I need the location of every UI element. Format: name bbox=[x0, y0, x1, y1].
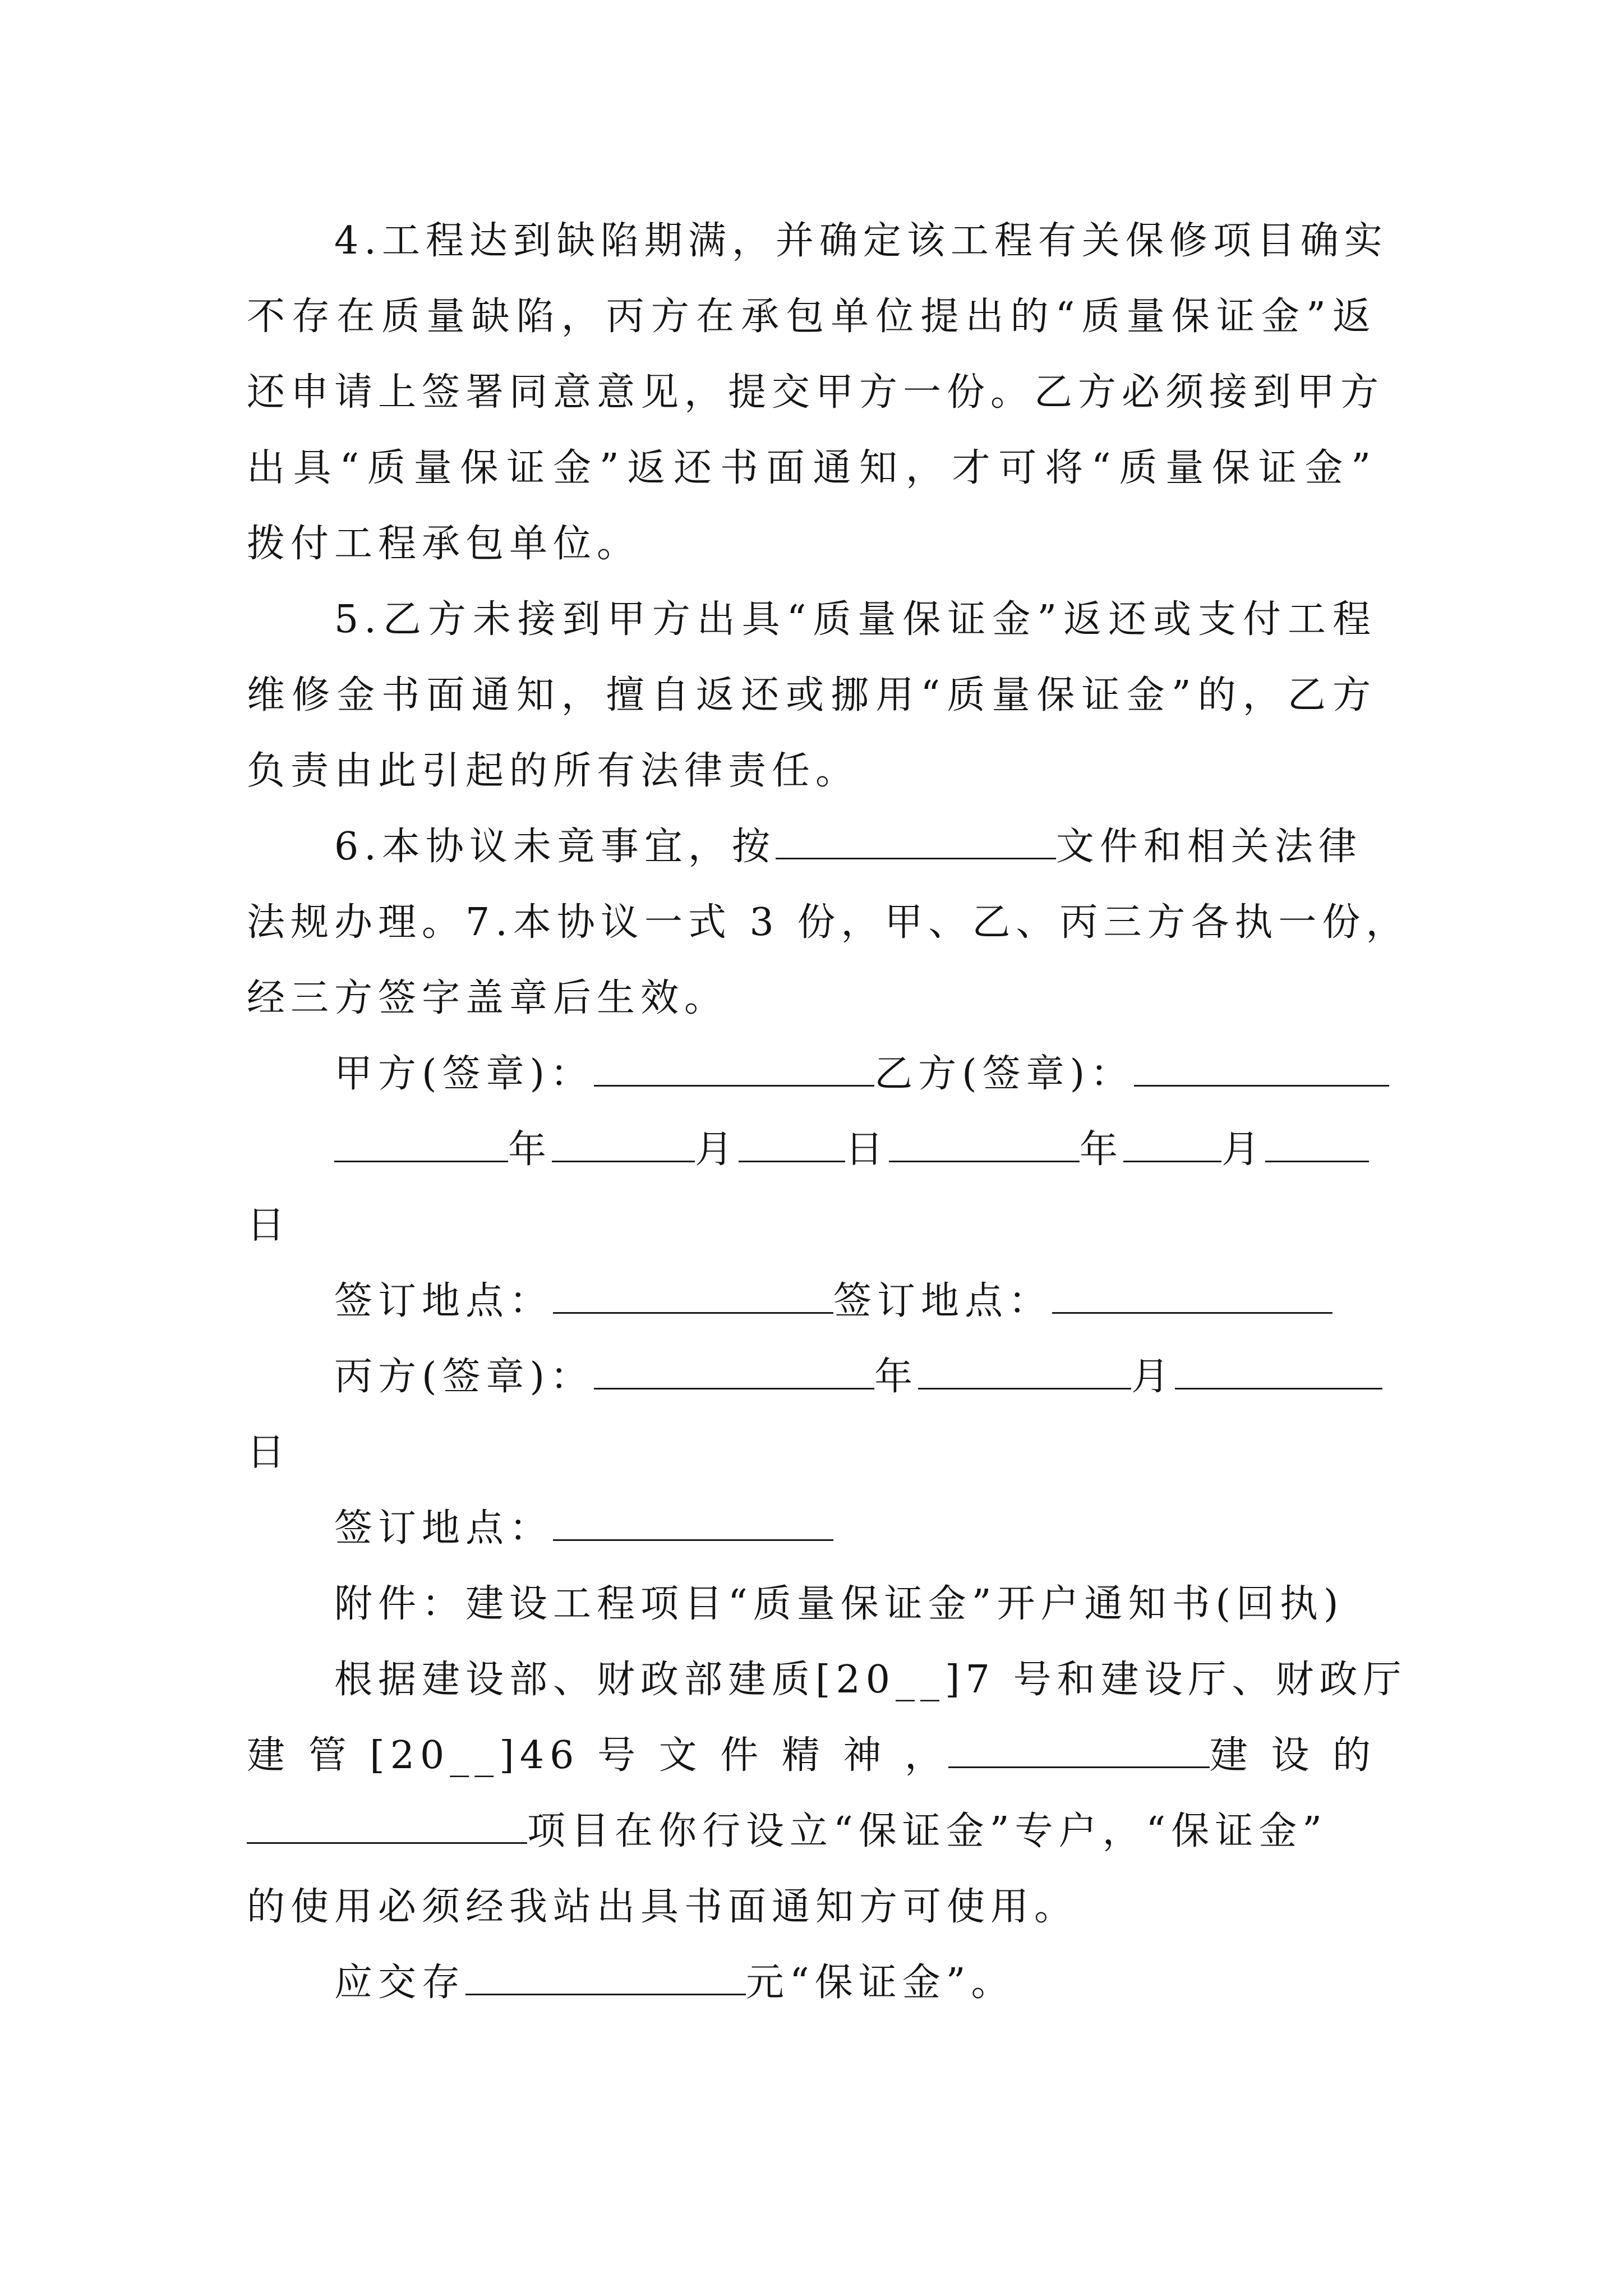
party-b-year-blank[interactable] bbox=[889, 1126, 1080, 1162]
signature-row-c bbox=[334, 1352, 1376, 1402]
date-row-ab bbox=[334, 1125, 1376, 1175]
attachment-line-5b: 元“保证金”。 bbox=[746, 1961, 1015, 2005]
clause-5-line-3: 负责由此引起的所有法律责任。 bbox=[247, 749, 860, 793]
month-label: 月 bbox=[695, 1128, 739, 1172]
party-c-signature-blank[interactable] bbox=[594, 1353, 874, 1389]
clause-6-line-1 bbox=[334, 822, 1376, 872]
project-name-blank[interactable] bbox=[247, 1807, 527, 1844]
year-label-c: 年 bbox=[874, 1355, 919, 1399]
party-a-signature-blank[interactable] bbox=[594, 1050, 874, 1087]
attachment-line-1: 根据建设部、财政部建质[20__]7 号和建设厅、财政厅 bbox=[334, 1658, 1407, 1702]
party-c-label: 丙方(签章)： bbox=[334, 1355, 594, 1399]
place-label-c: 签订地点： bbox=[334, 1506, 554, 1550]
party-a-label: 甲方(签章)： bbox=[334, 1052, 594, 1096]
party-b-day-blank[interactable] bbox=[1265, 1126, 1369, 1162]
clause-6-line-2: 法规办理。7.本协议一式 3 份，甲、乙、丙三方各执一份， bbox=[247, 900, 1410, 945]
party-b-label: 乙方(签章)： bbox=[874, 1052, 1135, 1096]
attachment-line-4: 的使用必须经我站出具书面通知方可使用。 bbox=[247, 1885, 1078, 1929]
attachment-line-5 bbox=[334, 1958, 1376, 2008]
attachment-line-5a: 应交存 bbox=[334, 1961, 466, 2005]
document-name-blank[interactable] bbox=[776, 823, 1056, 859]
clause-5-line-2: 维修金书面通知，擅自返还或挪用“质量保证金”的，乙方 bbox=[247, 673, 1376, 717]
clause-6-line-3: 经三方签字盖章后生效。 bbox=[247, 976, 728, 1020]
date-row-ab-day: 日 bbox=[247, 1203, 291, 1248]
party-a-day-blank[interactable] bbox=[739, 1126, 845, 1162]
clause-4-line-2: 不存在质量缺陷，丙方在承包单位提出的“质量保证金”返 bbox=[247, 295, 1376, 339]
deposit-amount-blank[interactable] bbox=[465, 1959, 746, 1995]
place-label-b: 签订地点： bbox=[833, 1279, 1053, 1323]
party-c-day-blank[interactable] bbox=[1175, 1353, 1382, 1389]
attachment-line-3a: 项目在你行设立“保证金”专户，“保证金” bbox=[527, 1809, 1328, 1853]
party-c-month-blank[interactable] bbox=[918, 1353, 1131, 1389]
month-label-2: 月 bbox=[1221, 1128, 1266, 1172]
year-label: 年 bbox=[508, 1128, 552, 1172]
attachment-line-2 bbox=[247, 1731, 1376, 1781]
day-label: 日 bbox=[845, 1128, 889, 1172]
clause-4-line-4: 出具“质量保证金”返还书面通知，才可将“质量保证金” bbox=[247, 446, 1376, 490]
attachment-line-3 bbox=[247, 1806, 1376, 1857]
party-b-signature-blank[interactable] bbox=[1134, 1050, 1389, 1087]
signature-row-ab bbox=[334, 1049, 1376, 1099]
place-row-c bbox=[334, 1503, 1376, 1554]
clause-4-line-1: 4.工程达到缺陷期满，并确定该工程有关保修项目确实 bbox=[334, 219, 1388, 263]
clause-4-line-5: 拨付工程承包单位。 bbox=[247, 522, 641, 566]
clause-4-line-3: 还申请上签署同意意见，提交甲方一份。乙方必须接到甲方 bbox=[247, 370, 1385, 415]
builder-name-blank[interactable] bbox=[948, 1732, 1210, 1768]
attachment-title: 附件：建设工程项目“质量保证金”开户通知书(回执) bbox=[334, 1582, 1344, 1626]
attachment-line-2b: 建 设 的 bbox=[1209, 1733, 1376, 1778]
attachment-line-2a: 建 管 [20__]46 号 文 件 精 神 ， bbox=[247, 1733, 949, 1778]
place-b-blank[interactable] bbox=[1052, 1277, 1332, 1314]
clause-6-text-b: 文件和相关法律 bbox=[1055, 825, 1362, 869]
party-a-year-blank[interactable] bbox=[334, 1126, 508, 1162]
party-b-month-blank[interactable] bbox=[1123, 1126, 1221, 1162]
clause-5-line-1: 5.乙方未接到甲方出具“质量保证金”返还或支付工程 bbox=[334, 597, 1376, 642]
place-label-a: 签订地点： bbox=[334, 1279, 554, 1323]
place-row-ab bbox=[334, 1276, 1376, 1327]
year-label-2: 年 bbox=[1080, 1128, 1124, 1172]
month-label-c: 月 bbox=[1131, 1355, 1175, 1399]
party-a-month-blank[interactable] bbox=[552, 1126, 695, 1162]
place-c-blank[interactable] bbox=[553, 1504, 833, 1541]
clause-6-text-a: 6.本协议未竟事宜，按 bbox=[334, 825, 776, 869]
date-row-c-day: 日 bbox=[247, 1430, 291, 1475]
place-a-blank[interactable] bbox=[553, 1277, 833, 1314]
